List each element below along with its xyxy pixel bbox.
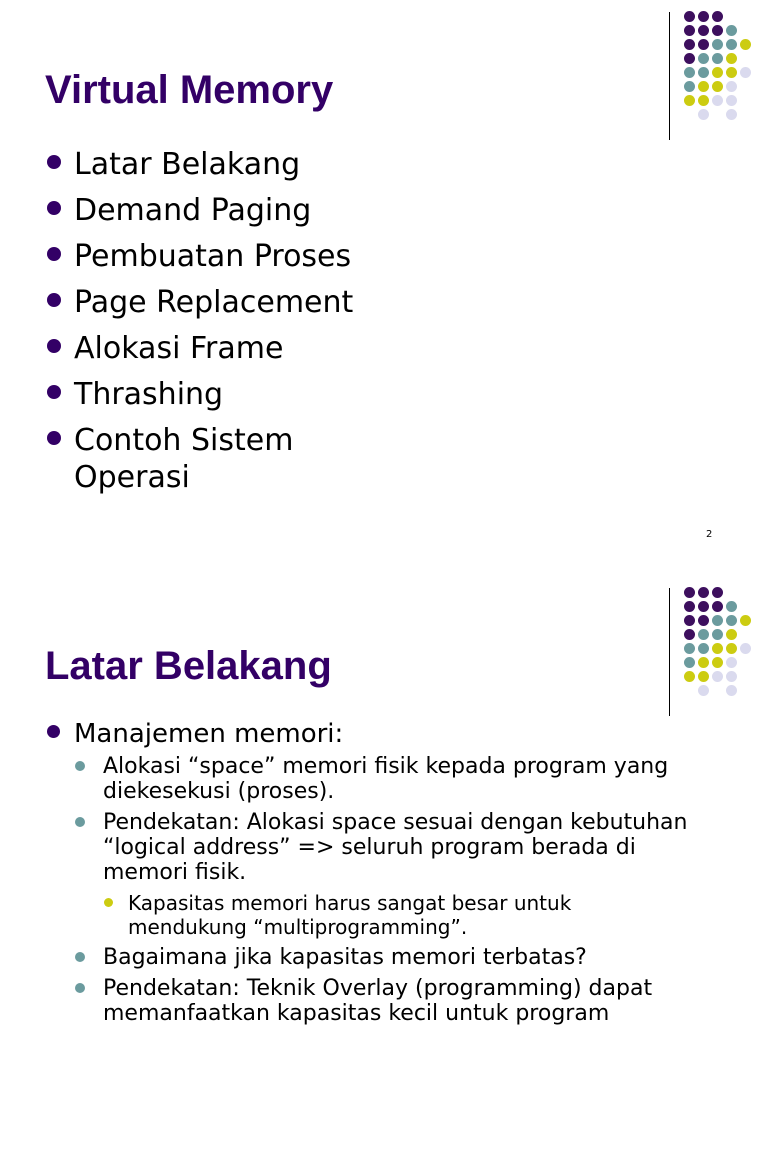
slide-latar-belakang (0, 576, 768, 1152)
slide-title: Virtual Memory (45, 68, 334, 112)
list-item (45, 718, 705, 1026)
list-item: Demand Paging (45, 192, 375, 229)
decorative-dot (698, 39, 709, 50)
decorative-dot (698, 67, 709, 78)
decorative-dot (698, 629, 709, 640)
decorative-dot-grid (684, 587, 764, 699)
decorative-dot (726, 95, 737, 106)
decorative-dot (726, 109, 737, 120)
list-item: Thrashing (45, 376, 375, 413)
decorative-dot (698, 643, 709, 654)
decorative-dot (712, 53, 723, 64)
decorative-dot (684, 25, 695, 36)
decorative-dot (684, 11, 695, 22)
decorative-dot (684, 81, 695, 92)
list-item: Alokasi Frame (45, 330, 375, 367)
decorative-dot (684, 629, 695, 640)
decorative-dot (726, 629, 737, 640)
decorative-dot (698, 671, 709, 682)
decorative-dot (726, 601, 737, 612)
decorative-dot (712, 629, 723, 640)
decorative-dot (684, 615, 695, 626)
decorative-dot (698, 587, 709, 598)
decorative-dot (712, 81, 723, 92)
sub-list-item (74, 754, 689, 804)
decorative-dot (726, 39, 737, 50)
sub-list-item (74, 976, 689, 1026)
decorative-dot (726, 81, 737, 92)
decorative-dot (684, 671, 695, 682)
decorative-dot (698, 685, 709, 696)
list-item-text: Manajemen memori: (74, 719, 344, 749)
decorative-dot (698, 53, 709, 64)
sub-list-item (74, 945, 689, 970)
decorative-dot (684, 95, 695, 106)
decorative-dot (698, 657, 709, 668)
decorative-dot (740, 67, 751, 78)
decorative-dot (726, 615, 737, 626)
decorative-dot (740, 615, 751, 626)
decorative-dot (698, 601, 709, 612)
decorative-dot (712, 587, 723, 598)
decorative-dot (726, 67, 737, 78)
sub-list-item-text: Bagaimana jika kapasitas memori terbatas? (103, 945, 587, 970)
decorative-dot (726, 643, 737, 654)
decorative-vertical-line (669, 588, 670, 716)
decorative-dot (684, 67, 695, 78)
decorative-dot (726, 657, 737, 668)
decorative-dot (684, 39, 695, 50)
decorative-vertical-line (669, 12, 670, 140)
decorative-dot (712, 657, 723, 668)
sub-bullet-list (74, 754, 689, 1026)
decorative-dot (726, 53, 737, 64)
sub-sub-bullet-list (103, 891, 689, 939)
decorative-dot (684, 643, 695, 654)
decorative-dot (684, 587, 695, 598)
decorative-dot (698, 81, 709, 92)
decorative-dot (698, 11, 709, 22)
list-item: Latar Belakang (45, 146, 375, 183)
list-item: Page Replacement (45, 284, 375, 321)
bullet-list (45, 146, 375, 505)
decorative-dot (684, 601, 695, 612)
decorative-dot (726, 685, 737, 696)
decorative-dot (698, 95, 709, 106)
decorative-dot (712, 67, 723, 78)
decorative-dot (698, 25, 709, 36)
decorative-dot (712, 601, 723, 612)
bullet-list (45, 718, 705, 1032)
decorative-dot (698, 615, 709, 626)
slide-number: 2 (706, 529, 713, 540)
decorative-dot (712, 25, 723, 36)
decorative-dot (712, 671, 723, 682)
decorative-dot (712, 643, 723, 654)
decorative-dot (712, 615, 723, 626)
decorative-dot (684, 53, 695, 64)
decorative-dot (726, 671, 737, 682)
sub-list-item (74, 810, 689, 939)
sub-list-item-text: Alokasi “space” memori fisik kepada program yang diekesekusi (proses). (103, 754, 669, 804)
decorative-dot (712, 39, 723, 50)
decorative-dot-grid (684, 11, 764, 123)
decorative-dot (684, 657, 695, 668)
decorative-dot (712, 11, 723, 22)
decorative-dot (726, 25, 737, 36)
sub-list-item-text: Pendekatan: Alokasi space sesuai dengan kebutuhan “logical address” => seluruh program berada di memori fisik. (103, 810, 688, 885)
decorative-dot (740, 643, 751, 654)
sub-list-item-text: Pendekatan: Teknik Overlay (programming) dapat memanfaatkan kapasitas kecil untuk program (103, 976, 653, 1026)
decorative-dot (698, 109, 709, 120)
decorative-dot (740, 39, 751, 50)
sub-sub-list-item: Kapasitas memori harus sangat besar untuk mendukung “multiprogramming”. (103, 891, 689, 939)
list-item: Contoh Sistem Operasi (45, 422, 375, 496)
decorative-dot (712, 95, 723, 106)
slide-title: Latar Belakang (45, 644, 332, 688)
list-item: Pembuatan Proses (45, 238, 375, 275)
